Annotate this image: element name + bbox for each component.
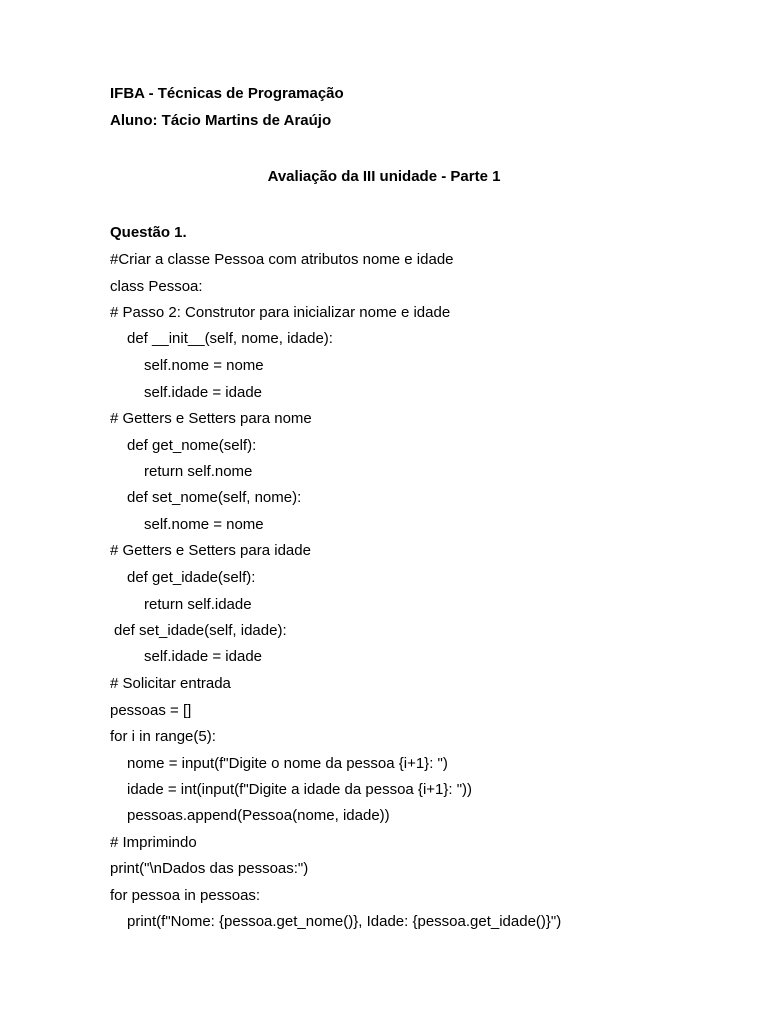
code-line: def set_idade(self, idade): (114, 622, 287, 639)
code-line: self.nome = nome (144, 357, 264, 374)
code-line: pessoas.append(Pessoa(nome, idade)) (127, 807, 390, 824)
code-line: for pessoa in pessoas: (110, 887, 261, 904)
code-line: # Imprimindo (110, 834, 197, 851)
code-line: class Pessoa: (110, 278, 203, 295)
code-line: print(f"Nome: {pessoa.get_nome()}, Idade: {pessoa.get_idade()}") (127, 913, 562, 930)
code-line: print("\nDados das pessoas:") (110, 860, 309, 877)
course-title: IFBA - Técnicas de Programação (110, 85, 344, 102)
code-line: def get_nome(self): (127, 437, 257, 454)
code-line: self.idade = idade (144, 384, 263, 401)
code-line: #Criar a classe Pessoa com atributos nome e idade (110, 251, 454, 268)
code-line: def set_nome(self, nome): (127, 489, 302, 506)
code-line: # Getters e Setters para nome (110, 410, 312, 427)
student-name: Aluno: Tácio Martins de Araújo (110, 112, 332, 129)
assessment-title: Avaliação da III unidade - Parte 1 (267, 168, 501, 185)
code-line: # Passo 2: Construtor para inicializar nome e idade (110, 304, 451, 321)
code-line: return self.nome (144, 463, 253, 480)
code-line: idade = int(input(f"Digite a idade da pessoa {i+1}: ")) (127, 781, 473, 798)
code-line: # Getters e Setters para idade (110, 542, 311, 559)
code-line: # Solicitar entrada (110, 675, 231, 692)
question-label: Questão 1. (110, 224, 187, 241)
code-line: self.nome = nome (144, 516, 264, 533)
code-line: pessoas = [] (110, 702, 192, 719)
code-line: nome = input(f"Digite o nome da pessoa {i+1}: ") (127, 755, 448, 772)
code-line: return self.idade (144, 596, 252, 613)
code-line: def get_idade(self): (127, 569, 256, 586)
code-line: self.idade = idade (144, 648, 263, 665)
code-line: for i in range(5): (110, 728, 216, 745)
code-line: def __init__(self, nome, idade): (127, 330, 333, 347)
